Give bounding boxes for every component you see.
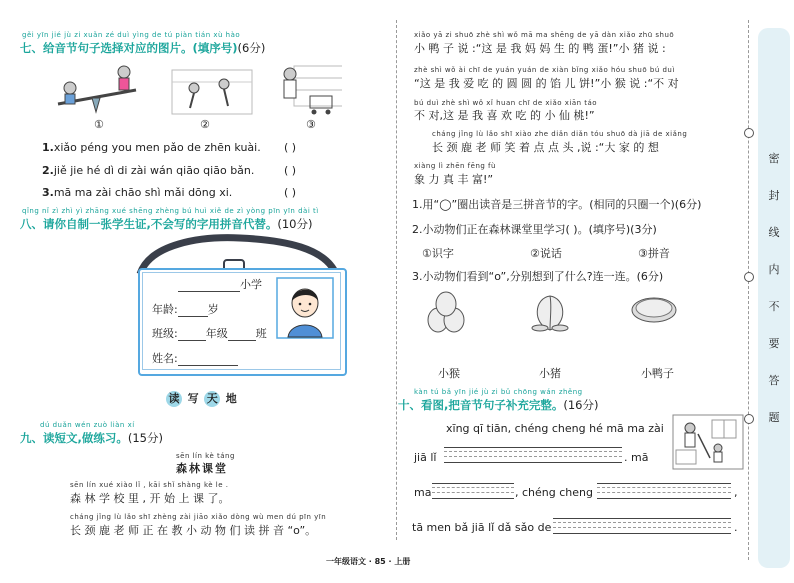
passage-4-pinyin: cháng jǐng lù lǎo shī xiào zhe diǎn diǎn tóu shuō dà jiā de xiǎng	[432, 130, 688, 138]
animal-pig[interactable]: 小猪	[539, 367, 561, 380]
passage-2: “这 是 我 爱 吃 的 圆 圆 的 馅 儿 饼!”小 猴 说 :“不 对	[414, 77, 679, 90]
passage-3-pinyin: bú duì zhè shì wǒ xǐ huan chī de xiǎo xiān táo	[414, 99, 598, 107]
q10-score: (16分)	[563, 398, 599, 412]
pie-icon	[632, 298, 676, 322]
seal-hole-3	[744, 414, 754, 424]
card-class-field[interactable]	[152, 325, 267, 341]
family-cleaning-picture	[672, 414, 744, 470]
q7-answer-1[interactable]: ( )	[284, 141, 297, 154]
story-line-2-pinyin: cháng jǐng lù lǎo shī zhèng zài jiāo xiǎo dòng wù men dú pīn yīn	[70, 513, 327, 521]
q7-answer-2[interactable]: ( )	[284, 164, 297, 177]
q7-title-text: 七、给音节句子选择对应的图片。(填序号)	[20, 41, 238, 55]
q7-title	[20, 40, 265, 56]
sidebar-char-1: 密	[768, 152, 780, 165]
q8-pinyin: qǐng nǐ zì zhì yì zhāng xué shēng zhèng bú huì xiě de zì yòng pīn yīn dài tì	[22, 207, 319, 215]
sidebar-char-3: 线	[768, 226, 780, 239]
story-line-1-pinyin: sēn lín xué xiào lǐ , kāi shǐ shàng kè le .	[70, 481, 229, 489]
q10-blank-3[interactable]	[597, 483, 731, 499]
q10-line3c: ,	[734, 486, 738, 499]
card-school-field[interactable]	[178, 276, 262, 292]
q7-item-3-text: mā ma zài chāo shì mǎi dōng xi.	[53, 186, 233, 199]
animal-duckling[interactable]: 小鸭子	[641, 367, 674, 380]
right-q2: 2.小动物们正在森林课堂里学习( )。(填序号)(3分)	[412, 223, 657, 236]
eggs-icon	[428, 292, 464, 332]
right-q1: 1.用“◯”圈出读音是三拼音节的字。(相同的只圈一个)(6分)	[412, 198, 702, 211]
card-name-field[interactable]	[152, 350, 238, 366]
badge-tian: 天	[204, 391, 220, 407]
passage-1: 小 鸭 子 说 :“这 是 我 妈 妈 生 的 鸭 蛋!”小 猪 说 :	[414, 42, 666, 55]
supermarket-picture	[284, 66, 342, 115]
seal-hole-1	[744, 128, 754, 138]
school-blank[interactable]	[178, 278, 240, 292]
seal-hole-2	[744, 272, 754, 282]
sidebar-char-2: 封	[768, 189, 780, 202]
passage-5-pinyin: xiàng lì zhēn fēng fù	[414, 162, 496, 170]
photo-frame	[276, 277, 334, 339]
age-blank[interactable]	[178, 303, 208, 317]
sidebar-char-6: 要	[768, 337, 780, 350]
q7-item-1-text: xiǎo péng you men pǎo de zhēn kuài.	[53, 141, 261, 154]
q10-end: .	[734, 521, 738, 534]
q10-blank-1[interactable]	[444, 447, 622, 463]
q2-option-3[interactable]: ③拼音	[638, 247, 670, 260]
q10-blank-4[interactable]	[553, 518, 731, 534]
sidebar-char-8: 题	[768, 411, 780, 424]
q7-item-2-num: 2.	[42, 164, 54, 177]
q10-line3a: ma	[414, 486, 432, 499]
q7-item-1-num: 1.	[42, 141, 54, 154]
badge-du: 读	[166, 391, 182, 407]
q8-title	[20, 216, 312, 232]
q9-score: (15分)	[127, 431, 163, 445]
name-blank[interactable]	[178, 352, 238, 366]
grade-blank[interactable]	[178, 327, 206, 341]
story-line-1: 森 林 学 校 里 , 开 始 上 课 了。	[70, 492, 230, 505]
q2-option-2[interactable]: ②说话	[530, 247, 562, 260]
q10-title-text: 十、看图,把音节句子补充完整。	[398, 398, 564, 412]
peach-icon	[532, 296, 568, 331]
school-label: 小学	[240, 278, 262, 291]
q7-item-1	[42, 141, 261, 154]
q10-title	[398, 397, 598, 413]
badge-di: 地	[223, 391, 239, 407]
story-title: 森林课堂	[176, 462, 228, 475]
story-title-pinyin: sēn lín kè táng	[176, 452, 235, 460]
badge-xie: 写	[185, 391, 201, 407]
passage-5: 象 力 真 丰 富!”	[414, 173, 494, 186]
q7-score: (6分)	[237, 41, 266, 55]
q10-line1: xīng qī tiān, chéng cheng hé mā ma zài	[446, 422, 664, 435]
q10-line2a: jiā lǐ	[414, 451, 437, 464]
right-q3: 3.小动物们看到“o”,分别想到了什么?连一连。(6分)	[412, 270, 664, 283]
q8-score: (10分)	[277, 217, 313, 231]
sidebar-char-4: 内	[768, 263, 780, 276]
q10-line4: tā men bǎ jiā lǐ dǎ sǎo de	[412, 521, 552, 534]
page-footer: 一年级语文 · 85 · 上册	[326, 557, 411, 566]
class-label: 班级:	[152, 327, 178, 340]
q3-pictures	[424, 290, 694, 334]
animal-monkey[interactable]: 小猴	[438, 367, 460, 380]
passage-4: 长 颈 鹿 老 师 笑 着 点 点 头 ,说 :“大 家 的 想	[432, 141, 659, 154]
q9-pinyin: dú duǎn wén zuò liàn xí	[40, 421, 135, 429]
age-label: 年龄:	[152, 303, 178, 316]
q7-pictures	[52, 64, 342, 124]
passage-3: 不 对,这 是 我 喜 欢 吃 的 小 仙 桃!”	[414, 109, 595, 122]
ban-blank[interactable]	[228, 327, 256, 341]
grade-label: 年级	[205, 327, 228, 340]
q10-line2b: . mā	[624, 451, 649, 464]
q7-item-2-text: jiě jie hé dì di zài wán qiāo qiāo bǎn.	[53, 164, 255, 177]
q7-item-3-num: 3.	[42, 186, 54, 199]
q10-line3b: , chéng cheng	[515, 486, 593, 499]
ban-label: 班	[255, 327, 267, 340]
story-line-2: 长 颈 鹿 老 师 正 在 教 小 动 物 们 读 拼 音 “o”。	[70, 524, 317, 537]
q9-title-text: 九、读短文,做练习。	[20, 431, 128, 445]
sidebar-char-7: 答	[768, 374, 780, 387]
name-label: 姓名:	[152, 352, 178, 365]
q2-option-1[interactable]: ①识字	[422, 247, 454, 260]
passage-1-pinyin: xiǎo yā zi shuō zhè shì wǒ mā ma shēng de yā dàn xiǎo zhū shuō	[414, 31, 675, 39]
pic-label-3: ③	[306, 118, 316, 131]
pic-label-2: ②	[200, 118, 210, 131]
age-unit: 岁	[207, 303, 219, 316]
q7-answer-3[interactable]: ( )	[284, 186, 297, 199]
q7-pinyin: gěi yīn jié jù zi xuǎn zé duì yìng de tú piàn tián xù hào	[22, 31, 241, 39]
q10-blank-2[interactable]	[432, 483, 514, 499]
center-divider	[396, 20, 397, 540]
seesaw-picture	[58, 66, 136, 112]
card-age-field[interactable]	[152, 301, 219, 317]
running-picture	[172, 70, 252, 114]
q7-item-2	[42, 164, 254, 177]
q7-item-3	[42, 186, 232, 199]
reading-writing-badge	[166, 387, 237, 407]
q8-title-text: 八、请你自制一张学生证,不会写的字用拼音代替。	[20, 217, 278, 231]
q10-pinyin: kàn tú bǎ yīn jié jù zi bǔ chōng wán zhěng	[414, 388, 583, 396]
seal-line	[748, 20, 749, 560]
pic-label-1: ①	[94, 118, 104, 131]
passage-2-pinyin: zhè shì wǒ ài chī de yuán yuán de xiàn bǐng xiǎo hóu shuō bú duì	[414, 66, 675, 74]
q9-title	[20, 430, 163, 446]
sidebar-char-5: 不	[768, 300, 780, 313]
